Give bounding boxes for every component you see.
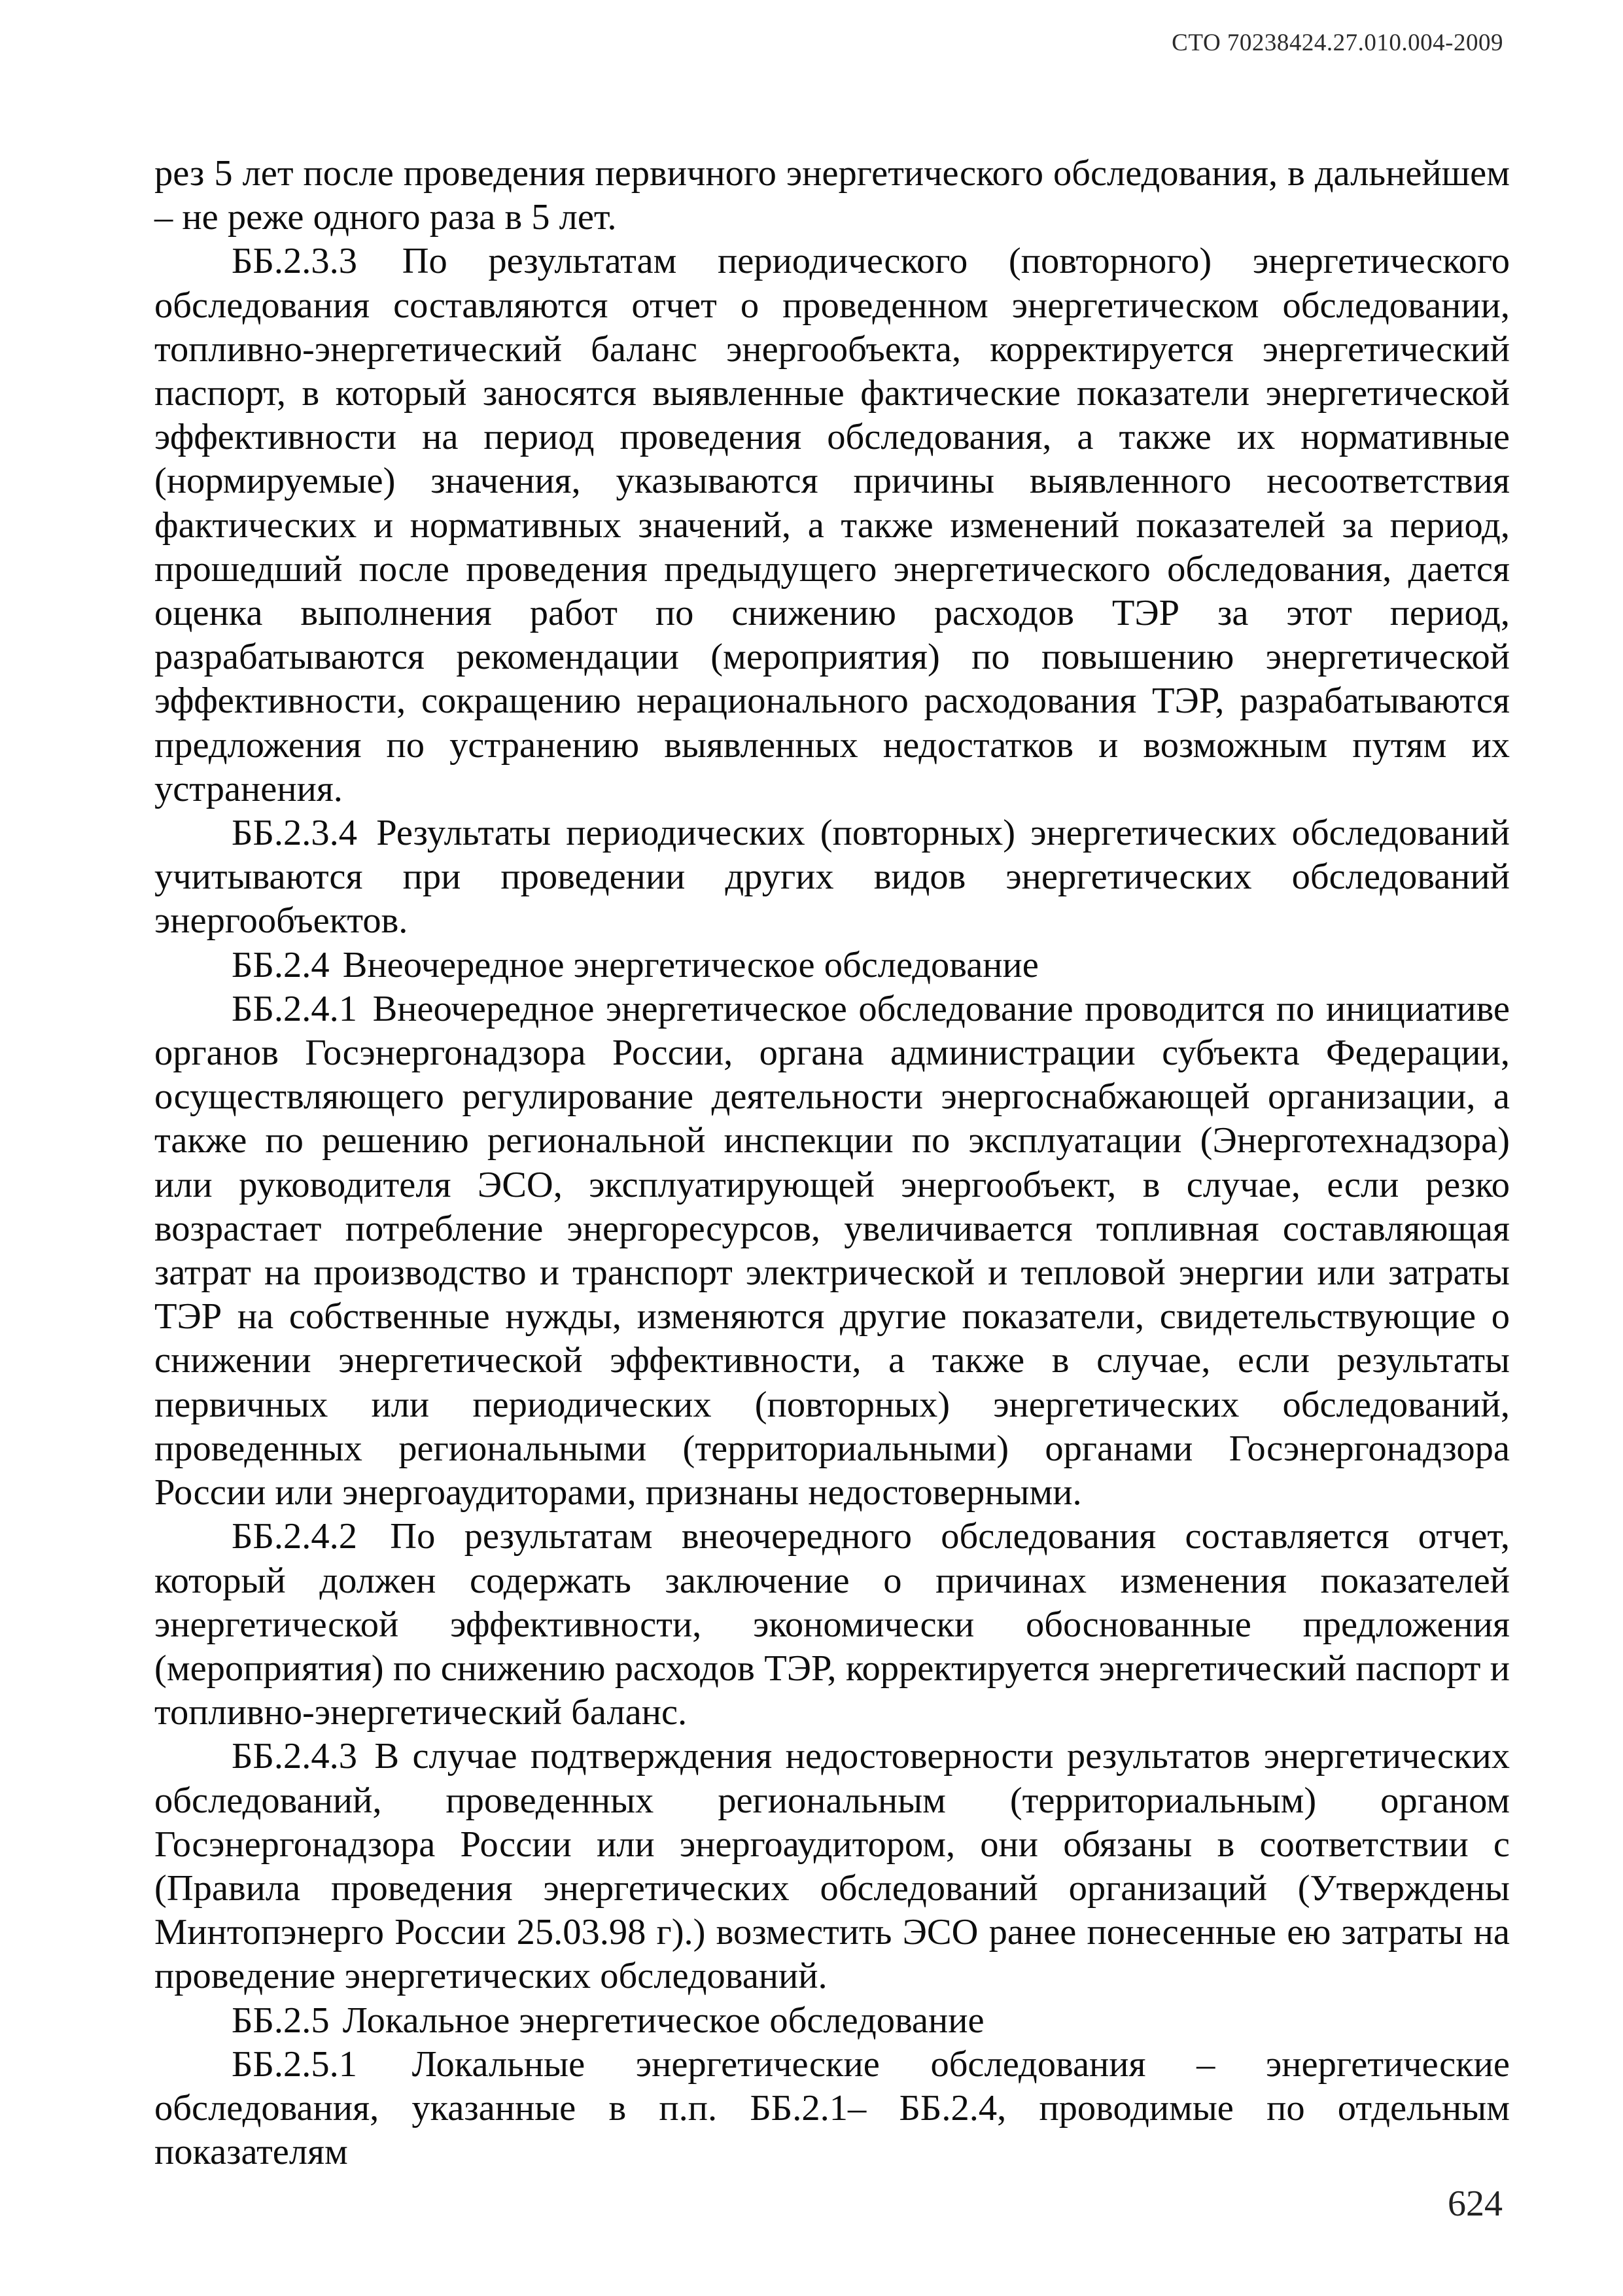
page-number: 624 bbox=[1448, 2183, 1503, 2224]
section-title: Локальное энергетическое обследование bbox=[342, 2000, 985, 2041]
paragraph-text: Локальные энергетические обследования – энергетические обследования, указанные в п.п. ББ.2.1– ББ.2.4, проводимые по отдельным показателям bbox=[154, 2043, 1510, 2173]
clause-number: ББ.2.3.3 bbox=[232, 241, 358, 282]
clause-number: ББ.2.4.2 bbox=[232, 1516, 358, 1557]
paragraph-text: Внеочередное энергетическое обследование проводится по инициативе органов Госэнергонадзора России, органа администрации субъекта Федерации, осуществляющего регулирование деятельности энергоснабжающей организации, а также по решению региональной инспекции по эксплуатации (Энерготехнадзора) или руководителя ЭСО, эксплуатирующей энергообъект, в случае, если резко возрастает потребление энергоресурсов, увеличивается топливная составляющая затрат на производство и транспорт электрической и тепловой энергии или затраты ТЭР на собственные нужды, изменяются другие показатели, свидетельствующие о снижении энергетической эффективности, а также в случае, если результаты первичных или периодических (повторных) энергетических обследований, проведенных региональными (территориальными) органами Госэнергонадзора России или энергоаудиторами, признаны недостоверными. bbox=[154, 988, 1510, 1513]
document-code-header: СТО 70238424.27.010.004-2009 bbox=[1172, 29, 1503, 56]
clause-number: ББ.2.5.1 bbox=[232, 2043, 358, 2085]
paragraph-bb-2-4-3 bbox=[154, 1735, 1510, 1998]
paragraph-text: Результаты периодических (повторных) энергетических обследований учитываются при проведении других видов энергетических обследований энергообъектов. bbox=[154, 813, 1510, 942]
paragraph-text: По результатам внеочередного обследования составляется отчет, который должен содержать заключение о причинах изменения показателей энергетической эффективности, экономически обоснованные предложения (мероприятия) по снижению расходов ТЭР, корректируется энергетический паспорт и топливно-энергетический баланс. bbox=[154, 1516, 1510, 1733]
clause-number: ББ.2.4 bbox=[232, 944, 330, 985]
clause-number: ББ.2.4.3 bbox=[232, 1736, 358, 1777]
paragraph-bb-2-3-4 bbox=[154, 811, 1510, 944]
paragraph-bb-2-3-3 bbox=[154, 239, 1510, 811]
clause-number: ББ.2.4.1 bbox=[232, 988, 358, 1029]
section-heading-bb-2-5 bbox=[154, 1999, 1510, 2043]
section-heading-bb-2-4 bbox=[154, 944, 1510, 987]
paragraph-continuation bbox=[154, 152, 1510, 239]
paragraph-text: рез 5 лет после проведения первичного энергетического обследования, в дальнейшем – не реже одного раза в 5 лет. bbox=[154, 153, 1510, 238]
clause-number: ББ.2.3.4 bbox=[232, 813, 358, 854]
paragraph-text: По результатам периодического (повторного) энергетического обследования составляются отчет о проведенном энергетическом обследовании, топливно-энергетический баланс энергообъекта, корректируется энергетический паспорт, в который заносятся выявленные фактические показатели энергетической эффективности на период проведения обследования, а также их нормативные (нормируемые) значения, указываются причины выявленного несоответствия фактических и нормативных значений, а также изменений показателей за период, прошедший после проведения предыдущего энергетического обследования, дается оценка выполнения работ по снижению расходов ТЭР за этот период, разрабатываются рекомендации (мероприятия) по повышению энергетической эффективности, сокращению нерационального расходования ТЭР, разрабатываются предложения по устранению выявленных недостатков и возможным путям их устранения. bbox=[154, 241, 1510, 809]
section-title: Внеочередное энергетическое обследование bbox=[342, 944, 1039, 985]
clause-number: ББ.2.5 bbox=[232, 2000, 330, 2041]
paragraph-bb-2-5-1 bbox=[154, 2043, 1510, 2175]
paragraph-bb-2-4-1 bbox=[154, 987, 1510, 1515]
paragraph-bb-2-4-2 bbox=[154, 1515, 1510, 1735]
document-body bbox=[154, 152, 1510, 2174]
paragraph-text: В случае подтверждения недостоверности результатов энергетических обследований, проведенных региональным (территориальным) органом Госэнергонадзора России или энергоаудитором, они обязаны в соответствии с (Правила проведения энергетических обследований организаций (Утверждены Минтопэнерго России 25.03.98 г).) возместить ЭСО ранее понесенные ею затраты на проведение энергетических обследований. bbox=[154, 1736, 1510, 1997]
